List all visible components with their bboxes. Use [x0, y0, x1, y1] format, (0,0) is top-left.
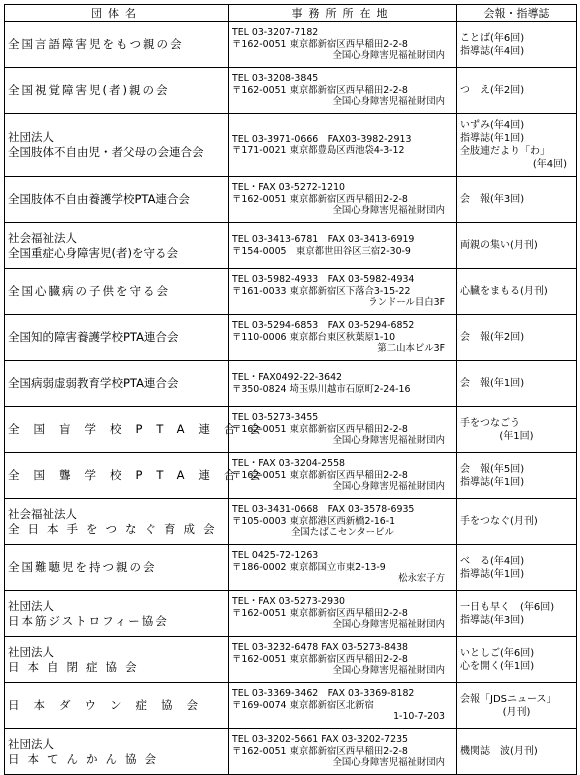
address-line: 全国心身障害児福祉財団内 [332, 435, 445, 447]
address-line: TEL 03-3971-0666 FAX03-3982-2913 [232, 133, 412, 145]
address-cell [229, 407, 457, 453]
address-line: 〒162-0051 東京都新宿区西早稲田2-2-8 [232, 745, 408, 757]
table-row [5, 545, 577, 591]
address-cell [229, 114, 457, 177]
org-type: 社団法人 [8, 130, 54, 144]
publication-line: 指導誌(年1回) [460, 133, 525, 144]
address-cell [229, 177, 457, 223]
publication-cell [457, 361, 577, 407]
header-publications: 会報・指導誌 [457, 5, 577, 22]
address-line: 〒162-0051 東京都新宿区西早稲田2-2-8 [232, 653, 408, 665]
publication-line: 会 報(年3回) [460, 194, 525, 205]
table-row [5, 315, 577, 361]
publication-cell [457, 453, 577, 499]
table-row [5, 683, 577, 729]
publication-line: 会報「JDSニュース」 [460, 693, 557, 705]
org-name-cell [5, 453, 275, 499]
address-line: 全国心身障害児福祉財団内 [332, 757, 445, 769]
address-cell [229, 269, 457, 315]
address-line: TEL 03-3202-5661 FAX 03-3202-7235 [232, 734, 409, 746]
publication-cell [457, 729, 577, 775]
org-name-cell [5, 591, 229, 637]
address-line: TEL・FAX 03-3204-2558 [232, 458, 346, 470]
org-type: 社会福祉法人 [8, 506, 77, 521]
table-row [5, 22, 577, 68]
publication-cell [457, 591, 577, 637]
address-cell [229, 499, 457, 545]
table-row [5, 177, 577, 223]
address-cell [229, 453, 457, 499]
address-line: 〒154-0005 東京都世田谷区三宿2-30-9 [232, 245, 411, 257]
table-row [5, 114, 577, 177]
address-line: TEL 03-3232-6478 FAX 03-5273-8438 [232, 642, 409, 654]
address-line: 〒161-0033 東京都新宿区下落合3-15-22 [232, 285, 411, 297]
address-line: 1-10-7-203 [393, 711, 445, 723]
address-line: 〒171-0021 東京都豊島区西池袋4-3-12 [232, 145, 405, 156]
address-line: 〒105-0003 東京都港区西新橋2-16-1 [232, 515, 396, 527]
address-line: 全国心身障害児福祉財団内 [332, 665, 445, 677]
address-line: 〒162-0051 東京都新宿区西早稲田2-2-8 [232, 469, 408, 481]
address-line: 全国たばこセンタービル [291, 527, 394, 539]
header-organization-name: 団体名 [5, 5, 229, 22]
address-cell [229, 637, 457, 683]
publication-cell [457, 637, 577, 683]
address-line: TEL 03-5273-3455 [232, 412, 319, 424]
org-name: 全国言語障害児をもつ親の会 [8, 37, 184, 51]
publication-line: いとしご(年6回) [460, 647, 535, 659]
org-name: 全国知的障害養護学校PTA連合会 [8, 330, 179, 344]
org-name: 全国肢体不自由児・者父母の会連合会 [8, 145, 204, 159]
address-line: TEL 0425-72-1263 [232, 550, 319, 562]
publication-line: 会 報(年2回) [460, 332, 525, 343]
address-line: TEL 03-5982-4933 FAX 03-5982-4934 [232, 274, 415, 286]
address-line: 〒162-0051 東京都新宿区西早稲田2-2-8 [232, 607, 408, 619]
address-line: 〒162-0051 東京都新宿区西早稲田2-2-8 [232, 84, 408, 96]
publication-cell [457, 683, 577, 729]
address-line: 〒162-0051 東京都新宿区西早稲田2-2-8 [232, 423, 408, 435]
table-row [5, 269, 577, 315]
table-row [5, 361, 577, 407]
publication-cell [457, 68, 577, 114]
publication-line: (月刊) [502, 706, 531, 718]
org-name-cell [5, 114, 229, 177]
publication-line: べ る(年4回) [460, 555, 525, 567]
address-cell [229, 361, 457, 407]
publication-line: 機関誌 波(月刊) [460, 746, 538, 757]
table-header [5, 5, 577, 22]
publication-line: 両親の集い(月刊) [460, 240, 538, 251]
address-line: TEL・FAX0492-22-3642 [232, 372, 343, 383]
publication-cell [457, 177, 577, 223]
table-row [5, 407, 577, 453]
address-cell [229, 68, 457, 114]
publication-line: 一日も早く (年6回) [460, 601, 555, 613]
org-type: 社団法人 [8, 644, 54, 659]
publication-line: 手をつなぐ(月刊) [460, 516, 538, 527]
org-name-cell [5, 22, 229, 68]
org-name-cell [5, 637, 229, 683]
org-name: 日本筋ジストロフィー協会 [8, 613, 169, 628]
address-cell [229, 315, 457, 361]
org-name-cell [5, 545, 229, 591]
table-row [5, 223, 577, 269]
table-row [5, 591, 577, 637]
org-type: 社会福祉法人 [8, 230, 77, 245]
publication-cell [457, 269, 577, 315]
address-line: TEL 03-3369-3462 FAX 03-3369-8182 [232, 688, 415, 700]
publication-line: 心を開く(年1回) [460, 660, 535, 672]
address-line: 全国心身障害児福祉財団内 [332, 50, 445, 62]
org-name: 全国病弱虚弱教育学校PTA連合会 [8, 376, 179, 390]
org-name-cell [5, 499, 229, 545]
address-cell [229, 729, 457, 775]
address-line: 〒162-0051 東京都新宿区西早稲田2-2-8 [232, 193, 408, 205]
org-name-cell [5, 729, 229, 775]
table-row [5, 68, 577, 114]
address-line: 松永宏子方 [398, 573, 445, 585]
publication-line: つ え(年2回) [460, 85, 525, 96]
org-name: 日本自閉症協会 [8, 659, 145, 674]
publication-line: (年4回) [532, 159, 567, 170]
table-row [5, 499, 577, 545]
address-line: ランドール目白3F [368, 297, 445, 309]
publication-cell [457, 223, 577, 269]
address-line: 全国心身障害児福祉財団内 [332, 619, 445, 631]
publication-line: (年1回) [499, 430, 534, 442]
publication-line: 指導誌(年3回) [460, 614, 525, 626]
org-name-cell [5, 683, 229, 729]
publication-line: 会 報(年5回) [460, 463, 525, 475]
address-cell [229, 223, 457, 269]
address-line: 全国心身障害児福祉財団内 [332, 481, 445, 493]
org-name: 日本ダウン症協会 [8, 698, 212, 712]
table-row [5, 729, 577, 775]
address-line: 〒186-0002 東京都国立市東2-13-9 [232, 561, 386, 573]
publication-cell [457, 545, 577, 591]
org-name: 全国肢体不自由養護学校PTA連合会 [8, 192, 190, 206]
publication-line: ことば(年6回) [460, 32, 525, 44]
address-line: TEL 03-3207-7182 [232, 27, 319, 39]
table-row [5, 637, 577, 683]
publication-line: 指導誌(年4回) [460, 45, 525, 57]
org-name: 全国盲学校PTA連合会 [8, 422, 275, 436]
org-name-cell [5, 68, 229, 114]
org-name: 全国視覚障害児(者)親の会 [8, 83, 170, 97]
org-name: 日本てんかん協会 [8, 751, 164, 766]
publication-cell [457, 407, 577, 453]
org-name-cell [5, 407, 275, 453]
org-name-cell [5, 223, 229, 269]
address-cell [229, 683, 457, 729]
address-line: TEL 03-5294-6853 FAX 03-5294-6852 [232, 320, 415, 332]
publication-line: 会 報(年1回) [460, 378, 525, 389]
address-line: 〒350-0824 埼玉県川越市石原町2-24-16 [232, 383, 411, 395]
organization-table [4, 4, 577, 775]
org-name: 全国聾学校PTA連合会 [8, 468, 275, 482]
publication-cell [457, 315, 577, 361]
publication-line: 指導誌(年1回) [460, 476, 525, 488]
publication-line: 全肢連だより「わ」 [460, 146, 550, 157]
org-name-cell [5, 177, 229, 223]
org-name-cell [5, 361, 229, 407]
publication-cell [457, 114, 577, 177]
org-name: 全国難聴児を持つ親の会 [8, 560, 157, 574]
address-line: 全国心身障害児福祉財団内 [332, 205, 445, 217]
address-line: 第二山本ビル3F [377, 343, 445, 355]
address-line: 〒169-0074 東京都新宿区北新宿 [232, 699, 374, 711]
address-cell [229, 22, 457, 68]
address-line: 全国心身障害児福祉財団内 [332, 96, 445, 108]
header-office-address: 事務所所在地 [229, 5, 457, 22]
publication-line: 心臓をまもる(月刊) [460, 286, 548, 297]
table-row [5, 453, 577, 499]
org-name: 全日本手をつなぐ育成会 [8, 521, 223, 536]
address-line: TEL 03-3413-6781 FAX 03-3413-6919 [232, 234, 415, 245]
org-name-cell [5, 315, 229, 361]
org-type: 社団法人 [8, 598, 54, 613]
address-line: 〒162-0051 東京都新宿区西早稲田2-2-8 [232, 38, 408, 50]
address-line: 〒110-0006 東京都台東区秋葉原1-10 [232, 331, 396, 343]
publication-cell [457, 22, 577, 68]
org-name: 全国心臓病の子供を守る会 [8, 284, 170, 298]
address-cell [229, 545, 457, 591]
publication-line: 指導誌(年1回) [460, 568, 525, 580]
address-line: TEL 03-3431-0668 FAX 03-3578-6935 [232, 504, 415, 516]
org-type: 社団法人 [8, 736, 54, 751]
publication-cell [457, 499, 577, 545]
address-line: TEL・FAX 03-5273-2930 [232, 596, 346, 608]
address-cell [229, 591, 457, 637]
org-name: 全国重症心身障害児(者)を守る会 [8, 245, 178, 260]
address-line: TEL 03-3208-3845 [232, 73, 319, 85]
org-name-cell [5, 269, 229, 315]
publication-line: いずみ(年4回) [460, 120, 525, 131]
address-line: TEL・FAX 03-5272-1210 [232, 182, 346, 194]
publication-line: 手をつなごう [460, 417, 520, 429]
